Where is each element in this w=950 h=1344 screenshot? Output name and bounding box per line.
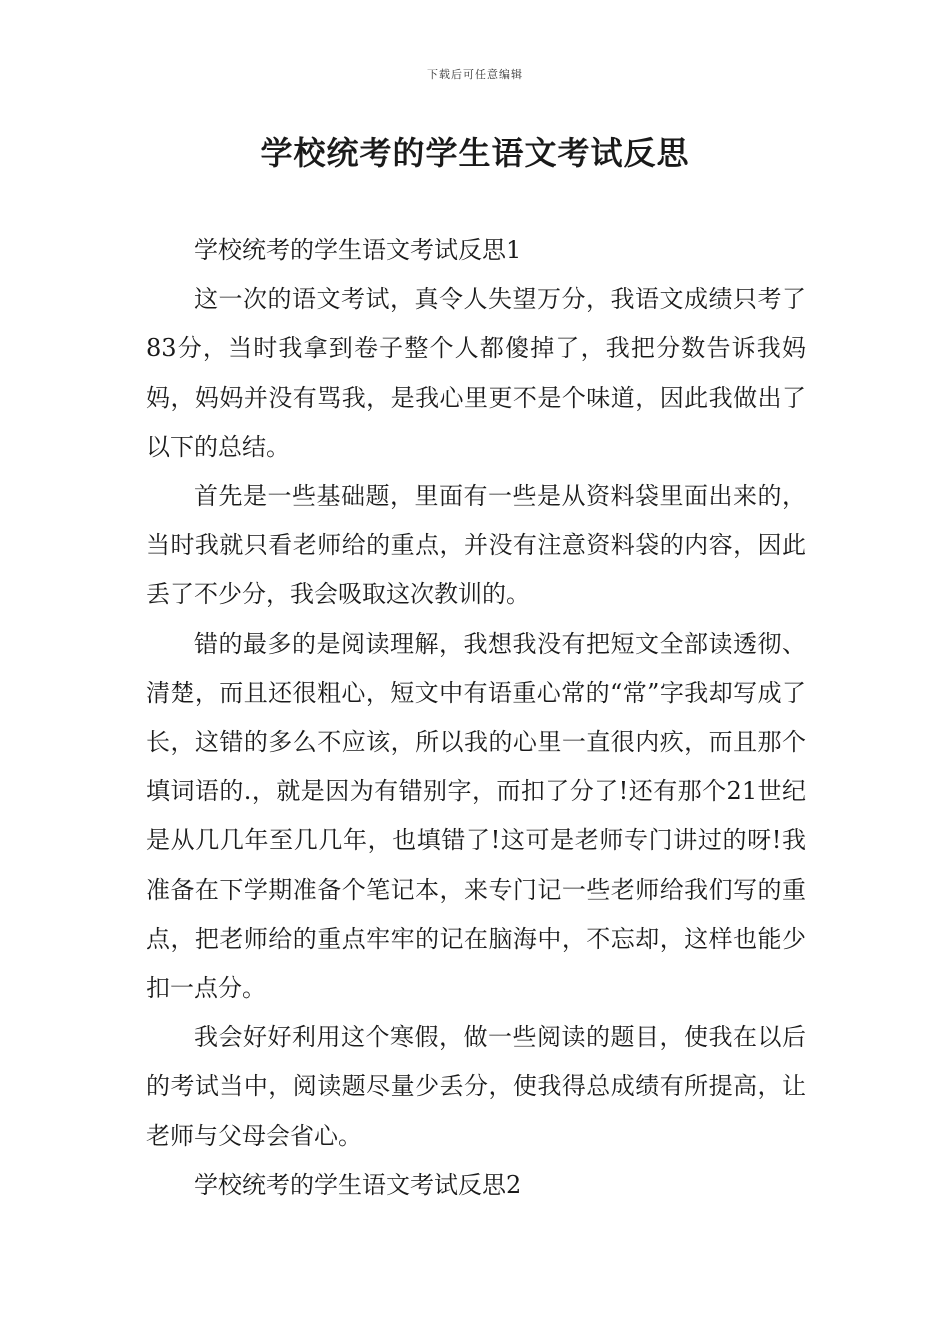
paragraph: 我会好好利用这个寒假，做一些阅读的题目，使我在以后的考试当中，阅读题尽量少丢分，使我得总成绩有所提高，让老师与父母会省心。	[146, 1023, 806, 1150]
document-title: 学校统考的学生语文考试反思	[260, 134, 690, 172]
document-body	[146, 226, 806, 1210]
section-heading-2: 学校统考的学生语文考试反思2	[194, 1170, 522, 1199]
section-heading-1: 学校统考的学生语文考试反思1	[194, 236, 522, 264]
paragraph: 错的最多的是阅读理解，我想我没有把短文全部读透彻、清楚，而且还很粗心，短文中有语重心常的“常”字我却写成了长，这错的多么不应该，所以我的心里一直很内疚，而且那个填词语的.，就是因为有错别字，而扣了分了!还有那个21世纪是从几几年至几几年，也填错了!这可是老师专门讲过的呀!我准备在下学期准备个笔记本，来专门记一些老师给我们写的重点，把老师给的重点牢牢的记在脑海中，不忘却，这样也能少扣一点分。	[146, 629, 806, 1003]
paragraph: 这一次的语文考试，真令人失望万分，我语文成绩只考了83分，当时我拿到卷子整个人都傻掉了，我把分数告诉我妈妈，妈妈并没有骂我，是我心里更不是个味道，因此我做出了以下的总结。	[146, 285, 806, 461]
paragraph: 首先是一些基础题，里面有一些是从资料袋里面出来的，当时我就只看老师给的重点，并没有注意资料袋的内容，因此丢了不少分，我会吸取这次教训的。	[146, 482, 806, 609]
header-note: 下载后可任意编辑	[427, 68, 523, 81]
